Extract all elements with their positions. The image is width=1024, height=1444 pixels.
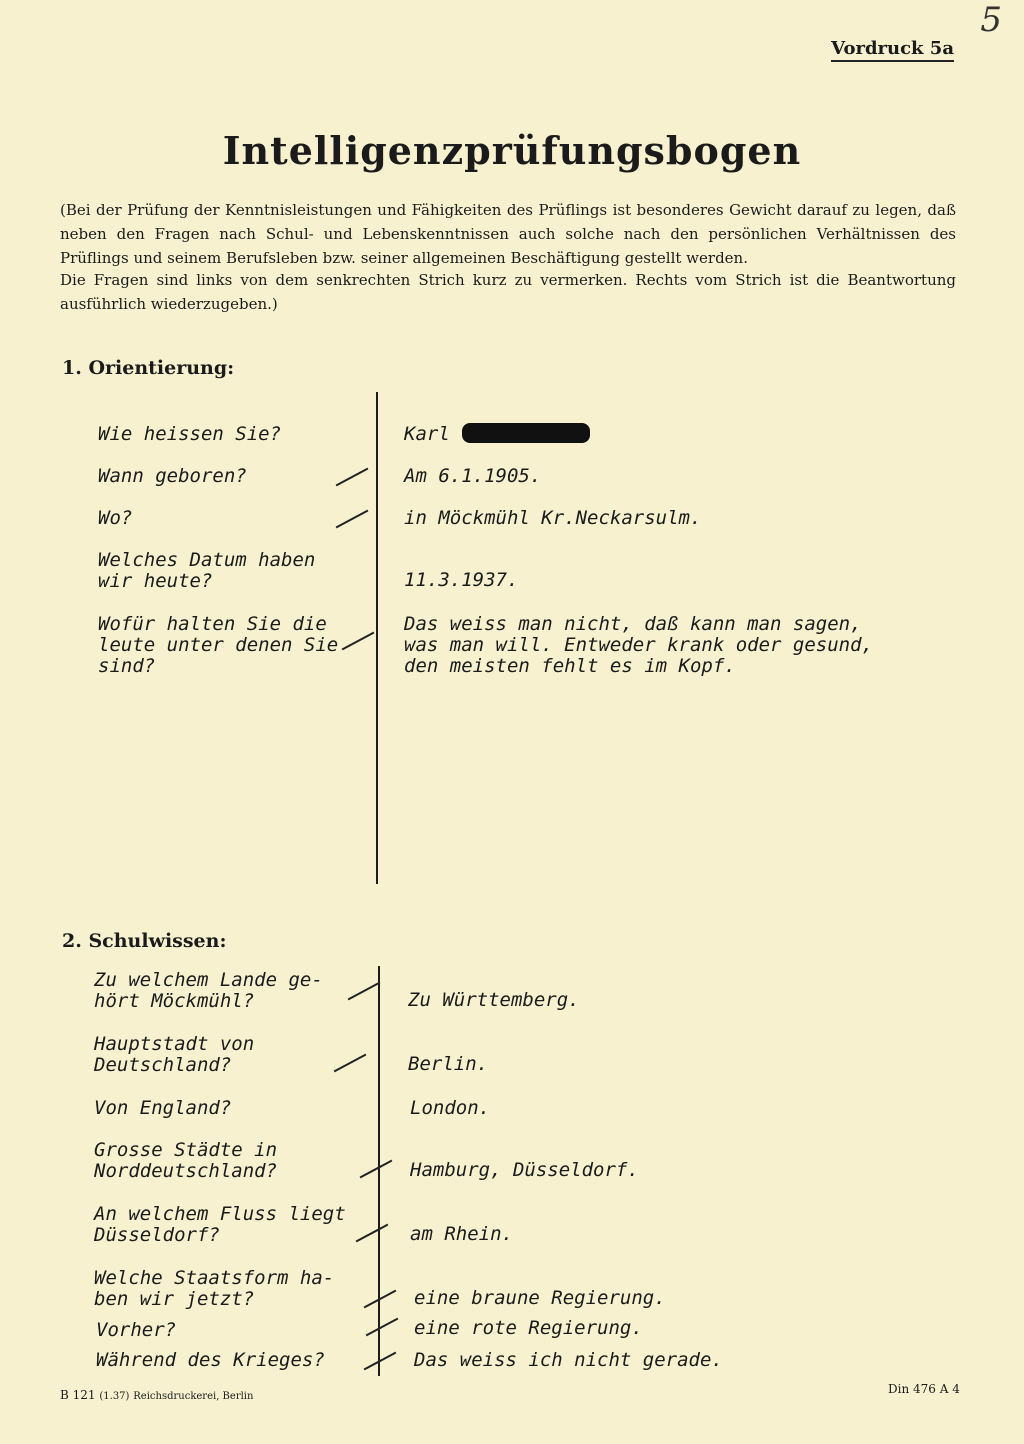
margin-handwritten-note: 5 [980,0,1002,40]
check-mark [364,1352,397,1371]
question: Hauptstadt von Deutschland? [94,1033,255,1076]
footer-printer-info [60,1388,253,1402]
question: Welches Datum haben wir heute? [98,549,316,592]
answer: Karl [404,423,450,445]
footer-form-date: (1.37) [99,1391,130,1402]
check-mark [348,982,381,1001]
question: Wann geboren? [98,465,247,487]
question: Grosse Städte in Norddeutschland? [94,1139,278,1182]
question: Wo? [98,507,133,529]
answer: am Rhein. [410,1223,513,1245]
check-mark [356,1224,389,1243]
answer: Das weiss man nicht, daß kann man sagen, was man will. Entweder krank oder gesund, den meisten fehlt es im Kopf. [404,613,873,677]
footer-printer: Reichsdruckerei, Berlin [133,1391,254,1402]
question: Welche Staatsform ha- ben wir jetzt? [94,1267,335,1310]
section-1-divider-line [376,392,378,884]
instructions-paragraph-2: Die Fragen sind links von dem senkrechten Strich kurz zu vermerken. Rechts vom Strich ist die Beantwortung ausführlich wiederzugeben.) [60,271,956,313]
section-heading-schulwissen: 2. Schulwissen: [62,930,227,952]
question: Vorher? [96,1319,177,1341]
check-mark [360,1160,393,1179]
footer-din-size: Din 476 A 4 [888,1382,960,1396]
form-number: Vordruck 5a [831,38,954,62]
question: Während des Krieges? [96,1349,325,1371]
question: Wie heissen Sie? [98,423,282,445]
answer: Das weiss ich nicht gerade. [414,1349,723,1371]
answer: 11.3.1937. [404,569,519,591]
section-2-divider-line [378,966,380,1376]
question: Zu welchem Lande ge- hört Möckmühl? [94,969,323,1012]
answer: Berlin. [408,1053,489,1075]
answer: Hamburg, Düsseldorf. [410,1159,639,1181]
answer: in Möckmühl Kr.Neckarsulm. [404,507,702,529]
question: An welchem Fluss liegt Düsseldorf? [94,1203,346,1246]
answer: London. [410,1097,491,1119]
check-mark [334,1054,367,1073]
question: Wofür halten Sie die leute unter denen Sie sind? [98,613,339,677]
check-mark [366,1318,399,1337]
answer: Am 6.1.1905. [404,465,542,487]
answer: eine braune Regierung. [414,1287,666,1309]
instructions-paragraph-1: (Bei der Prüfung der Kenntnisleistungen und Fähigkeiten des Prüflings ist besonderes Gewicht darauf zu legen, daß neben den Fragen nach Schul- und Lebenskenntnissen auch solche nach den persönlichen Verhältnissen des Prüflings und seinem Berufsleben bzw. seiner allgemeinen Beschäftigung gestellt werden. [60,201,956,267]
check-mark [364,1290,397,1309]
footer-form-code: B 121 [60,1388,96,1402]
answer: Zu Württemberg. [408,989,580,1011]
question: Von England? [94,1097,232,1119]
check-mark [336,510,369,529]
check-mark [342,632,375,651]
answer: eine rote Regierung. [414,1317,643,1339]
check-mark [336,468,369,487]
document-title: Intelligenzprüfungsbogen [222,128,802,173]
redaction-bar [462,423,590,443]
section-heading-orientierung: 1. Orientierung: [62,357,235,379]
